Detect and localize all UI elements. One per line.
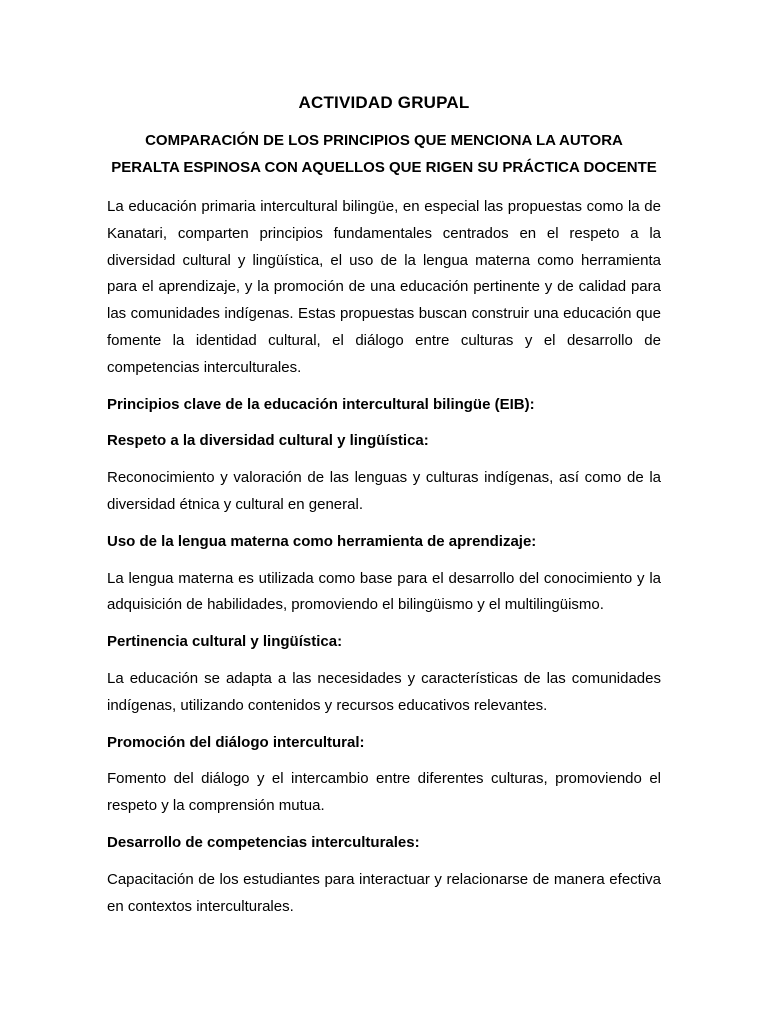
intro-paragraph: La educación primaria intercultural bilingüe, en especial las propuestas como la de Kanatari, comparten principios fundamentales centrados en el respeto a la diversidad cultural y lingüística, el uso de la lengua materna como herramienta para el aprendizaje, y la promoción de una educación pertinente y de calidad para las comunidades indígenas. Estas propuestas buscan construir una educación que fomente la identidad cultural, el diálogo entre culturas y el desarrollo de competencias interculturales. [107, 198, 661, 376]
subtitle-line-2: PERALTA ESPINOSA CON AQUELLOS QUE RIGEN SU PRÁCTICA DOCENTE [111, 159, 657, 176]
subtitle-line-1: COMPARACIÓN DE LOS PRINCIPIOS QUE MENCIONA LA AUTORA [145, 132, 623, 149]
section-body-diversity: Reconocimiento y valoración de las lenguas y culturas indígenas, así como de la diversidad étnica y cultural en general. [107, 469, 661, 513]
principles-heading: Principios clave de la educación intercultural bilingüe (EIB): [107, 395, 535, 413]
section-heading-diversity: Respeto a la diversidad cultural y lingüística: [107, 432, 429, 450]
section-body-mother-tongue: La lengua materna es utilizada como base para el desarrollo del conocimiento y la adquisición de habilidades, promoviendo el bilingüismo y el multilingüismo. [107, 569, 661, 614]
section-heading-mother-tongue: Uso de la lengua materna como herramienta de aprendizaje: [107, 532, 537, 550]
section-heading-dialogue: Promoción del diálogo intercultural: [107, 733, 365, 751]
section-body-relevance: La educación se adapta a las necesidades y características de las comunidades indígenas, utilizando contenidos y recursos educativos relevantes. [107, 669, 661, 714]
section-body-dialogue: Fomento del diálogo y el intercambio entre diferentes culturas, promoviendo el respeto y la comprensión mutua. [107, 770, 661, 815]
section-heading-competencies: Desarrollo de competencias interculturales: [107, 833, 420, 851]
section-heading-relevance: Pertinencia cultural y lingüística: [107, 633, 343, 651]
document-title: ACTIVIDAD GRUPAL [298, 93, 470, 112]
document-subtitle [107, 127, 661, 181]
section-body-competencies: Capacitación de los estudiantes para interactuar y relacionarse de manera efectiva en contextos interculturales. [107, 870, 661, 915]
